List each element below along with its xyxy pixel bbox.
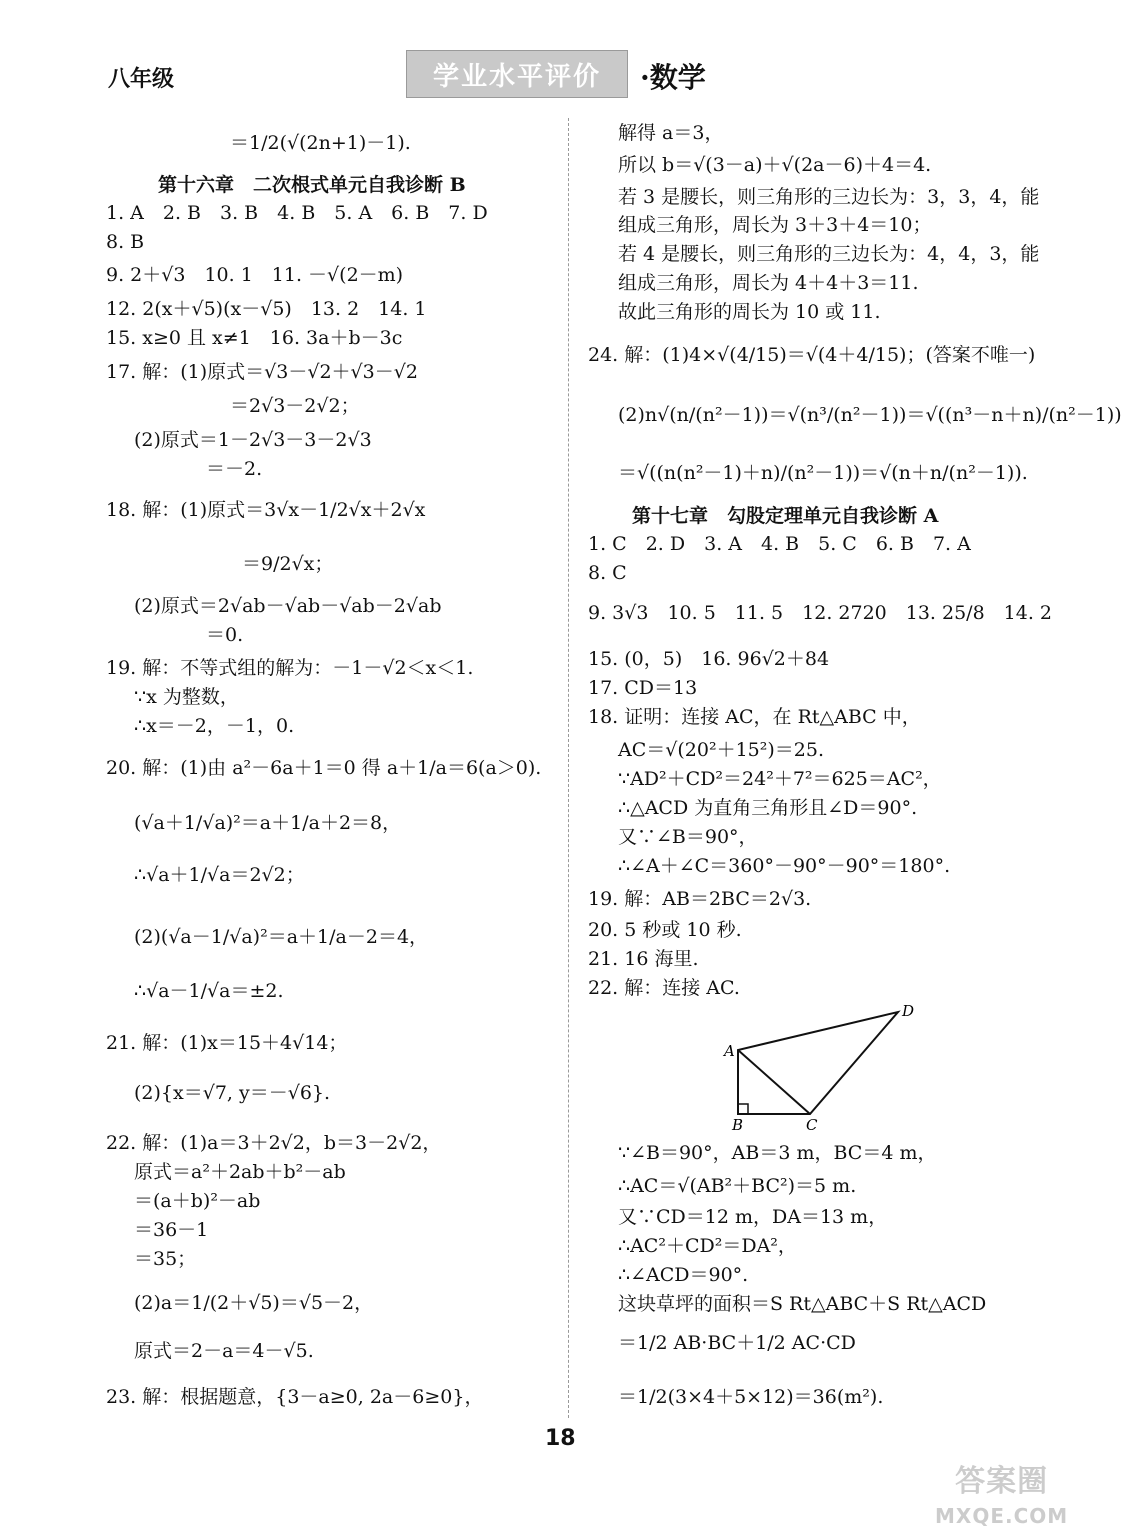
answer-line: ∵AD²＋CD²＝24²＋7²＝625＝AC²， [618, 768, 942, 790]
label-d: D [902, 1002, 915, 1020]
answer-line: 8. B [106, 231, 145, 253]
answer-line: 24. 解：(1)4×√(4/15)＝√(4＋4/15)；(答案不唯一) [588, 344, 1036, 366]
page-number: 18 [545, 1426, 576, 1451]
diagonal-ac [738, 1050, 810, 1114]
answer-line: 1. C 2. D 3. A 4. B 5. C 6. B 7. A [588, 533, 971, 555]
answer-line: (2)n√(n/(n²－1))＝√(n³/(n²－1))＝√((n³－n＋n)/(n²－1)) [618, 404, 1122, 426]
label-a: A [724, 1042, 735, 1060]
answer-line: ∵∠B＝90°，AB＝3 m，BC＝4 m， [618, 1142, 937, 1164]
answer-line: ＝(a＋b)²－ab [134, 1190, 261, 1212]
label-b: B [732, 1116, 744, 1132]
answer-line: 若 3 是腰长，则三角形的三边长为：3，3，4，能 [618, 186, 1040, 208]
answer-line: ∴x＝－2，－1，0. [134, 715, 295, 737]
answer-line: 故此三角形的周长为 10 或 11. [618, 301, 881, 323]
answer-line: 17. CD＝13 [588, 677, 698, 699]
watermark-text: 答案圈 [955, 1464, 1049, 1499]
answer-line: 1. A 2. B 3. B 4. B 5. A 6. B 7. D [106, 202, 488, 224]
right-angle-mark [738, 1104, 748, 1114]
answer-line: 12. 2(x＋√5)(x－√5) 13. 2 14. 1 [106, 298, 427, 320]
answer-line: 15. x≥0 且 x≠1 16. 3a＋b－3c [106, 327, 403, 349]
answer-line: 21. 解：(1)x＝15＋4√14； [106, 1032, 348, 1054]
answer-line: ∴AC＝√(AB²＋BC²)＝5 m. [618, 1175, 857, 1197]
answer-line: 9. 3√3 10. 5 11. 5 12. 2720 13. 25/8 14. 2 [588, 602, 1053, 624]
answer-line: ∴△ACD 为直角三角形且∠D＝90°. [618, 797, 918, 819]
quadrilateral-diagram [720, 1002, 920, 1132]
grade-label: 八年级 [108, 66, 175, 92]
answer-line: ＝1/2(3×4＋5×12)＝36(m²). [618, 1386, 884, 1408]
answer-line: 9. 2＋√3 10. 1 11. －√(2－m) [106, 264, 404, 286]
answer-line: (2)原式＝1－2√3－3－2√3 [134, 429, 372, 451]
quadrilateral-outline [738, 1012, 898, 1114]
answer-line: (√a＋1/√a)²＝a＋1/a＋2＝8， [134, 812, 402, 834]
answer-line: 若 4 是腰长，则三角形的三边长为：4，4，3，能 [618, 243, 1040, 265]
answer-line: 21. 16 海里. [588, 948, 699, 970]
answer-line: 15. (0，5) 16. 96√2＋84 [588, 648, 830, 670]
answer-line: ∴∠A＋∠C＝360°－90°－90°＝180°. [618, 855, 951, 877]
watermark [935, 1465, 1068, 1533]
answer-line: ＝1/2(√(2n+1)－1). [230, 132, 411, 154]
answer-line: ∴√a＋1/√a＝2√2； [134, 864, 305, 886]
answer-line: ∴AC²＋CD²＝DA²， [618, 1235, 797, 1257]
answer-line: 20. 5 秒或 10 秒. [588, 919, 742, 941]
answer-line: 22. 解：(1)a＝3＋2√2，b＝3－2√2， [106, 1132, 442, 1154]
chapter-title: 第十七章 勾股定理单元自我诊断 A [632, 505, 939, 527]
answer-line: 19. 解：AB＝2BC＝2√3. [588, 888, 812, 910]
answer-line: ＝9/2√x； [242, 553, 334, 575]
answer-line: 18. 证明：连接 AC，在 Rt△ABC 中， [588, 706, 921, 728]
answer-line: 解得 a＝3， [618, 122, 724, 144]
answer-line: ∴∠ACD＝90°. [618, 1264, 749, 1286]
answer-line: (2)原式＝2√ab－√ab－√ab－2√ab [134, 595, 442, 617]
answer-line: (2)(√a－1/√a)²＝a＋1/a－2＝4， [134, 926, 429, 948]
watermark-url: MXQE.COM [935, 1504, 1069, 1528]
answer-line: ＝√((n(n²－1)＋n)/(n²－1))＝√(n＋n/(n²－1)). [618, 462, 1028, 484]
answer-line: 20. 解：(1)由 a²－6a＋1＝0 得 a＋1/a＝6(a＞0). [106, 757, 542, 779]
answer-line: ∴√a－1/√a＝±2. [134, 980, 284, 1002]
answer-line: ＝0. [206, 624, 244, 646]
answer-line: 原式＝2－a＝4－√5. [134, 1340, 314, 1362]
column-divider [568, 118, 569, 1418]
subject-label: ·数学 [640, 61, 706, 94]
label-c: C [806, 1116, 818, 1132]
answer-line: ＝36－1 [134, 1219, 209, 1241]
answer-line: (2){x＝√7, y＝－√6}. [134, 1082, 331, 1104]
answer-line: ＝2√3－2√2； [230, 395, 360, 417]
chapter-title: 第十六章 二次根式单元自我诊断 B [158, 174, 466, 196]
answer-line: 又∵CD＝12 m，DA＝13 m， [618, 1206, 888, 1228]
answer-line: ＝35； [134, 1248, 197, 1270]
answer-line: ＝1/2 AB·BC＋1/2 AC·CD [618, 1332, 856, 1354]
answer-line: 22. 解：连接 AC. [588, 977, 740, 999]
answer-line: (2)a＝1/(2＋√5)＝√5－2， [134, 1292, 374, 1314]
answer-line: 组成三角形，周长为 4＋4＋3＝11. [618, 272, 919, 294]
answer-line: 组成三角形，周长为 3＋3＋4＝10； [618, 214, 932, 236]
answer-line: ＝－2. [206, 458, 263, 480]
answer-line: ∵x 为整数， [134, 686, 239, 708]
answer-line: 17. 解：(1)原式＝√3－√2＋√3－√2 [106, 361, 418, 383]
answer-line: 18. 解：(1)原式＝3√x－1/2√x＋2√x [106, 499, 426, 521]
answer-line: 这块草坪的面积＝S Rt△ABC＋S Rt△ACD [618, 1293, 987, 1315]
book-title-banner: 学业水平评价 [406, 50, 628, 98]
answer-line: AC＝√(20²＋15²)＝25. [618, 739, 824, 761]
answer-line: 所以 b＝√(3－a)＋√(2a－6)＋4＝4. [618, 154, 932, 176]
answer-line: 又∵∠B＝90°， [618, 826, 758, 848]
answer-line: 23. 解：根据题意，{3－a≥0, 2a－6≥0}， [106, 1386, 484, 1408]
answer-line: 19. 解：不等式组的解为：－1－√2＜x＜1. [106, 657, 474, 679]
answer-line: 原式＝a²＋2ab＋b²－ab [134, 1161, 346, 1183]
answer-line: 8. C [588, 562, 627, 584]
